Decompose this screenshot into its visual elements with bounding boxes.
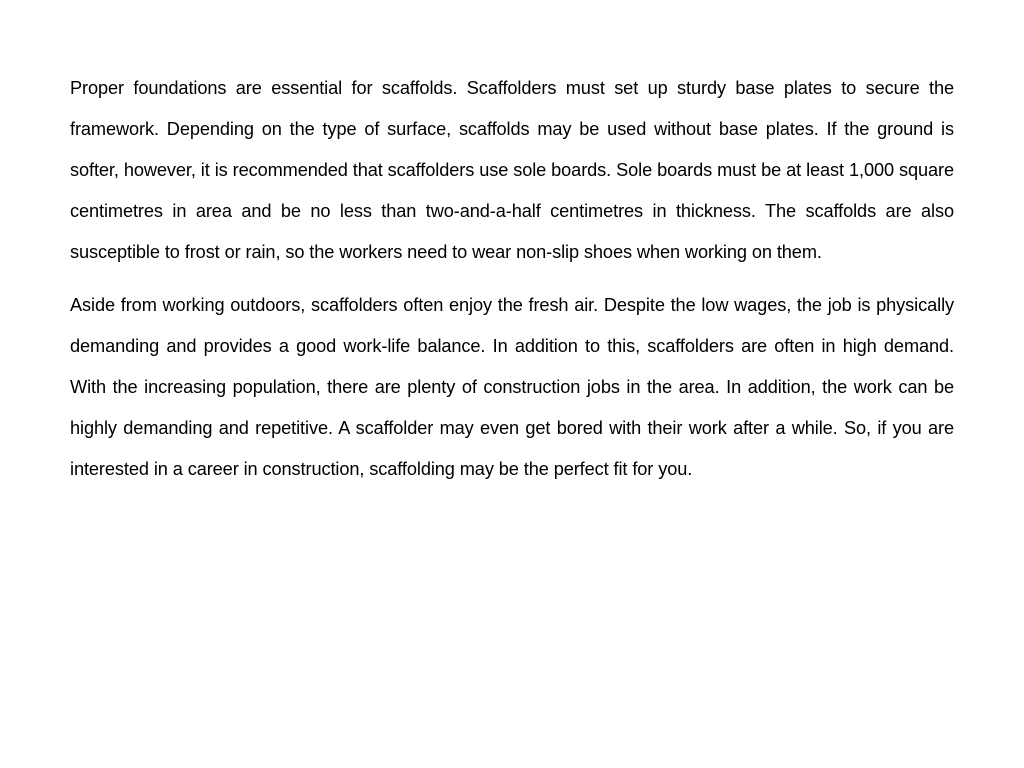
paragraph-foundations: Proper foundations are essential for scaffolds. Scaffolders must set up sturdy base plates to secure the framework. Depending on the type of surface, scaffolds may be used without base plates. If the ground is softer, however, it is recommended that scaffolders use sole boards. Sole boards must be at least 1,000 square centimetres in area and be no less than two-and-a-half centimetres in thickness. The scaffolds are also susceptible to frost or rain, so the workers need to wear non-slip shoes when working on them. xyxy=(70,78,954,262)
body-text xyxy=(70,68,954,490)
paragraph-career: Aside from working outdoors, scaffolders often enjoy the fresh air. Despite the low wages, the job is physically demanding and provides a good work-life balance. In addition to this, scaffolders are often in high demand. With the increasing population, there are plenty of construction jobs in the area. In addition, the work can be highly demanding and repetitive. A scaffolder may even get bored with their work after a while. So, if you are interested in a career in construction, scaffolding may be the perfect fit for you. xyxy=(70,295,954,479)
